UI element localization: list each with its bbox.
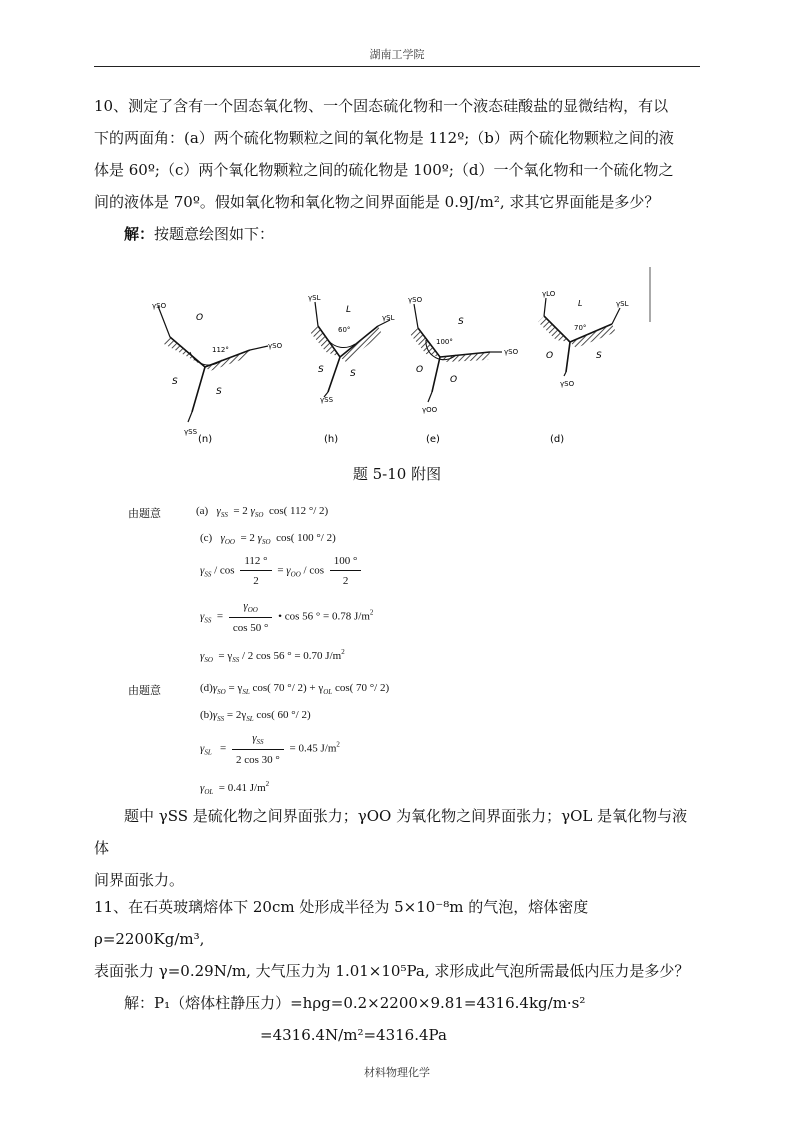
equation-gamma-ol: $\gamma_{OL} = 0.41$ $J/m^2$ [200,780,270,796]
tension-vector [158,306,170,337]
phase-label: L [346,305,352,315]
fraction: $\frac{112 ^\circ}{2}$ [240,555,271,587]
figure-panel-b [308,294,395,445]
equation-b: $(b)\gamma_{SS} = 2\gamma_{SL}$ cos( 60 °/ 2) [200,709,311,723]
angle-label: 112° [212,346,229,354]
tension-vector [188,412,192,422]
phase-label: O [196,313,204,323]
figure-caption: 题 5-10 附图 [352,465,442,483]
dihedral-angle-figures [150,262,670,452]
gamma-label: γLO [542,290,556,298]
problem-10-line: 10、测定了含有一个固态氧化物、一个固态硫化物和一个液态硅酸盐的显微结构，有以 [94,97,669,115]
phase-label: S [216,387,222,397]
phase-label: O [416,365,424,375]
hatch-shading [440,352,490,362]
boundary-line [328,357,340,392]
panel-label: (e) [426,434,440,445]
gamma-label: γSL [382,314,395,322]
equation-ratio: $\gamma_{SS}$ / cos $\frac{112 ^\circ}{2}$ = $\gamma_{OO}$ / cos $\frac{100 ^\circ}{2}$ [200,555,364,587]
page-header: 湖南工学院 [369,48,425,61]
equation-d: $(d)\gamma_{SO} = \gamma_{SL}$ cos( 70 °/ $2) + \gamma_{OL}$ cos( 70 °/ 2) [200,682,390,696]
gamma-label: γSO [408,296,423,304]
gamma-label: γSO [152,302,167,310]
phase-label: S [350,369,356,379]
problem-10-line: 下的两面角：(a）两个硫化物颗粒之间的氧化物是 112º;（b）两个硫化物颗粒之间的液 [94,129,674,147]
phase-label: S [458,317,464,327]
phase-label: S [172,377,178,387]
fraction: $\frac{100 ^\circ}{2}$ [330,555,362,587]
angle-label: 60° [338,326,351,334]
gamma-label: γSO [504,348,519,356]
angle-label: 100° [436,338,453,346]
figure-panel-d [538,267,650,445]
problem-11-line: 表面张力 γ=0.29N/m, 大气压力为 1.01×10⁵Pa, 求形成此气泡所需最低内压力是多少？ [94,962,690,980]
notes-line: 间界面张力。 [94,871,185,889]
equation-gamma-sl: $\gamma_{SL}$ = $\frac{\gamma_{SS}}{2 \cos 30 ^\circ}$ = 0.45 $J/m^2$ [200,732,340,766]
gamma-label: γSL [616,300,629,308]
figure-panel-a [152,302,283,445]
phase-label: S [318,365,324,375]
equation-a: (a) $\gamma_{SS} = 2$ $\gamma_{SO}$ cos( 112 °/ 2) [196,505,329,519]
problem-10 [94,90,700,250]
notes-line: 题中 γSS 是硫化物之间界面张力；γOO 为氧化物之间界面张力；γOL 是氧化物与液体 [94,807,688,857]
tension-vector [612,308,620,324]
phase-label: S [596,351,602,361]
phase-label: O [546,351,554,361]
fraction: $\frac{\gamma_{SS}}{2 \cos 30 ^\circ}$ [232,732,284,766]
tension-vector [250,346,268,350]
equation-gamma-so: $\gamma_{SO} = \gamma_{SS} / 2$ cos 56 ° = 0.70 $J/m^2$ [200,648,345,664]
problem-11-line: 11、在石英玻璃熔体下 20cm 处形成半径为 5×10⁻⁸m 的气泡，熔体密度 ρ=2200Kg/m³, [94,898,589,948]
solution-text: 按题意绘图如下： [154,225,275,243]
gamma-label: γSS [320,396,334,404]
notes [94,800,700,896]
boundary-line [566,342,570,372]
boundary-line [432,357,440,392]
problem-11 [94,891,700,1051]
tension-vector [564,372,566,376]
solution-label: 解： [124,225,155,243]
boundary-line [192,367,205,412]
solution-intro [94,218,700,250]
fraction: $\frac{\gamma_{OO}}{\cos 50 ^\circ}$ [229,600,273,634]
problem-10-line: 间的液体是 70º。假如氧化物和氧化物之间界面能是 0.9J/m², 求其它界面能是多少？ [94,193,660,211]
equation-gamma-ss: $\gamma_{SS}$ = $\frac{\gamma_{OO}}{\cos 50 ^\circ}$ • cos 56 ° = 0.78 $J/m^2$ [200,600,374,634]
tension-vector [414,304,418,328]
hatch-shading [310,326,340,357]
header-rule [94,66,700,67]
problem-10-line: 体是 60º;（c）两个氧化物颗粒之间的硫化物是 100º;（d）一个氧化物和一个硫化物之 [94,161,674,179]
tension-vector [428,392,432,402]
angle-label: 70° [574,324,587,332]
gamma-label: γSL [308,294,321,302]
given-label: 由题意 [128,508,161,520]
equation-c: (c) $\gamma_{OO} = 2$ $\gamma_{SO}$ cos( 100 °/ 2) [200,532,336,546]
panel-label: (n) [198,434,213,445]
phase-label: O [450,375,458,385]
panel-label: (d) [550,434,565,445]
hatch-shading [538,316,570,342]
tension-vector [544,298,546,316]
given-label: 由题意 [128,685,161,697]
phase-label: L [578,299,583,308]
figure-panel-c [408,296,519,445]
gamma-label: γSS [184,428,198,436]
gamma-label: γOO [422,406,438,414]
panel-label: (h) [324,434,339,445]
gamma-label: γSO [560,380,575,388]
problem-11-solution: 解：P₁（熔体柱静压力）=hρg=0.2×2200×9.81=4316.4kg/m·s² [124,994,586,1012]
page-footer: 材料物理化学 [364,1066,430,1079]
gamma-label: γSO [268,342,283,350]
tension-vector [315,302,318,326]
problem-11-solution: =4316.4N/m²=4316.4Pa [260,1026,447,1044]
